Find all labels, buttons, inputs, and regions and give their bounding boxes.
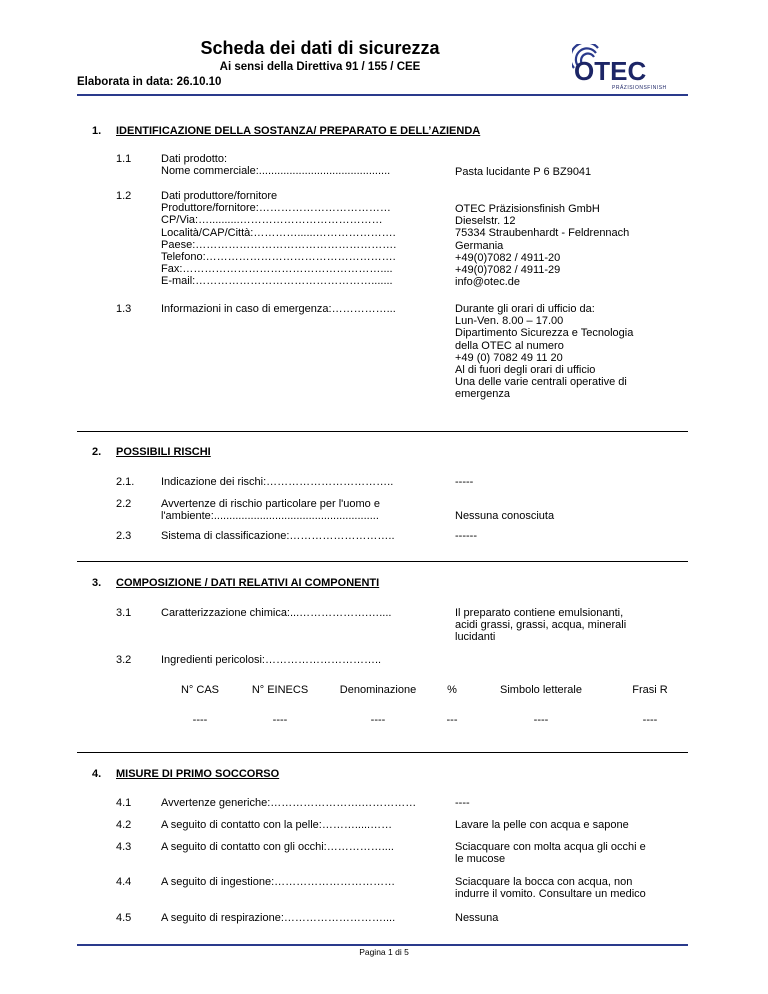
row-4-3-label xyxy=(161,841,394,853)
label-line: Informazioni in caso di emergenza:……………... xyxy=(161,303,396,315)
value-line: Durante gli orari di ufficio da: xyxy=(455,303,595,315)
row-4-5-label xyxy=(161,912,395,924)
table-header-cas: N° CAS xyxy=(180,684,220,696)
row-2-3-number: 2.3 xyxy=(116,530,132,542)
row-2-3-value xyxy=(455,530,477,542)
value-line: Dipartimento Sicurezza e Tecnologia xyxy=(455,327,634,340)
section-3-number: 3. xyxy=(92,577,102,589)
label-line: l'ambiente:...................................................... xyxy=(161,510,379,523)
section-4-number: 4. xyxy=(92,768,102,780)
row-4-4-value xyxy=(455,876,646,900)
table-cell: --- xyxy=(446,714,458,726)
value-line: indurre il vomito. Consultare un medico xyxy=(455,888,646,901)
otec-logo xyxy=(572,44,688,92)
label-line: Nome commerciale:........................................... xyxy=(161,165,391,178)
row-4-5-number: 4.5 xyxy=(116,912,132,924)
label-line: Avvertenze generiche:…………………….…………… xyxy=(161,797,417,809)
table-header-frasi-r: Frasi R xyxy=(632,684,668,696)
row-2-2-number: 2.2 xyxy=(116,498,132,510)
value-line: ---- xyxy=(455,797,470,809)
value-line: 75334 Straubenhardt - Feldrennach xyxy=(455,227,630,240)
value-line: +49(0)7082 / 4911-29 xyxy=(455,264,561,277)
table-header-simbolo: Simbolo letterale xyxy=(500,684,582,696)
value-line: +49 (0) 7082 49 11 20 xyxy=(455,351,563,364)
value-line: Lavare la pelle con acqua e sapone xyxy=(455,819,629,831)
document-title: Scheda dei dati di sicurezza xyxy=(200,38,440,58)
row-2-1-number: 2.1. xyxy=(116,476,135,488)
label-line: Sistema di classificazione:……………………….. xyxy=(161,530,395,542)
row-4-5-value xyxy=(455,912,498,924)
footer-divider xyxy=(77,944,688,946)
value-line: acidi grassi, grassi, acqua, minerali xyxy=(455,619,627,632)
label-line: Produttore/fornitore:……………………………… xyxy=(161,202,391,215)
page-number: Pagina 1 di 5 xyxy=(359,947,409,957)
row-3-2-label xyxy=(161,654,381,666)
row-1-3-number: 1.3 xyxy=(116,303,132,315)
table-header-percent: % xyxy=(447,684,457,696)
table-cell: ---- xyxy=(533,714,549,726)
value-line: info@otec.de xyxy=(455,276,520,289)
document-date: Elaborata in data: 26.10.10 xyxy=(77,76,222,88)
document-subtitle: Ai sensi della Direttiva 91 / 155 / CEE xyxy=(219,61,421,73)
value-line: Pasta lucidante P 6 BZ9041 xyxy=(455,166,592,178)
row-1-2-label xyxy=(161,190,396,288)
table-cell: ---- xyxy=(370,714,386,726)
row-3-1-number: 3.1 xyxy=(116,607,132,619)
label-line: A seguito di ingestione:…………………………… xyxy=(161,876,396,888)
row-4-2-value xyxy=(455,819,629,831)
row-1-2-value xyxy=(455,203,629,288)
label-line: A seguito di respirazione:……………………….... xyxy=(161,912,396,924)
value-line: emergenza xyxy=(455,388,511,401)
row-2-1-value xyxy=(455,476,473,488)
section-divider xyxy=(77,752,688,753)
label-line: Indicazione dei rischi:…………………………….. xyxy=(161,476,394,488)
otec-logo-graphic xyxy=(572,44,688,92)
label-line: Fax:……………………………………………….... xyxy=(161,263,393,276)
table-header-denominazione: Denominazione xyxy=(339,684,417,696)
value-line: Nessuna xyxy=(455,912,499,924)
row-1-3-label xyxy=(161,303,396,315)
value-line: Sciacquare con molta acqua gli occhi e xyxy=(455,841,646,853)
value-line: lucidanti xyxy=(455,631,496,644)
value-line: +49(0)7082 / 4911-20 xyxy=(455,251,561,264)
logo-wordmark: OTEC xyxy=(574,56,647,86)
table-cell: ---- xyxy=(192,714,208,726)
value-line: OTEC Präzisionsfinish GmbH xyxy=(455,203,600,215)
row-4-1-value xyxy=(455,797,470,809)
table-cell: ---- xyxy=(642,714,658,726)
row-4-2-label xyxy=(161,819,392,831)
label-line: Avvertenze di rischio particolare per l'uomo e xyxy=(161,498,380,510)
row-2-2-value xyxy=(455,510,554,522)
row-3-1-label xyxy=(161,607,391,619)
row-2-2-label xyxy=(161,498,380,522)
value-line: Una delle varie centrali operative di xyxy=(455,376,627,389)
row-4-1-number: 4.1 xyxy=(116,797,132,809)
row-1-2-number: 1.2 xyxy=(116,190,132,202)
row-2-1-label xyxy=(161,476,393,488)
label-line: A seguito di contatto con gli occhi:…………….... xyxy=(161,841,394,853)
label-line: CP/Via:…..........………………………………… xyxy=(161,214,383,227)
label-line: Paese:………………………………………………. xyxy=(161,238,397,251)
section-2-number: 2. xyxy=(92,446,102,458)
value-line: Lun-Ven. 8.00 – 17.00 xyxy=(455,315,564,328)
label-line: E-mail:…………………………………………....... xyxy=(161,275,393,288)
row-4-4-number: 4.4 xyxy=(116,876,132,888)
row-1-1-label xyxy=(161,153,390,177)
label-line: Dati prodotto: xyxy=(161,153,228,165)
value-line: Dieselstr. 12 xyxy=(455,215,516,228)
value-line: Al di fuori degli orari di ufficio xyxy=(455,364,596,377)
label-line: A seguito di contatto con la pelle:……….....…… xyxy=(161,819,393,831)
section-1-title: IDENTIFICAZIONE DELLA SOSTANZA/ PREPARATO E DELL’AZIENDA xyxy=(116,125,481,137)
row-1-1-number: 1.1 xyxy=(116,153,132,165)
row-3-1-value xyxy=(455,607,626,644)
row-1-1-value xyxy=(455,166,591,178)
table-cell: ---- xyxy=(272,714,288,726)
value-line: Nessuna conosciuta xyxy=(455,510,555,522)
section-1-number: 1. xyxy=(92,125,102,137)
section-divider xyxy=(77,431,688,432)
section-2-title: POSSIBILI RISCHI xyxy=(116,446,211,458)
row-2-3-label xyxy=(161,530,395,542)
label-line: Caratterizzazione chimica:...……………….….... xyxy=(161,607,392,619)
value-line: Il preparato contiene emulsionanti, xyxy=(455,607,624,619)
section-3-title: COMPOSIZIONE / DATI RELATIVI AI COMPONENTI xyxy=(116,577,380,589)
value-line: ------ xyxy=(455,530,477,542)
table-header-einecs: N° EINECS xyxy=(251,684,309,696)
row-4-1-label xyxy=(161,797,416,809)
value-line: della OTEC al numero xyxy=(455,339,564,352)
section-4-title: MISURE DI PRIMO SOCCORSO xyxy=(116,768,280,780)
value-line: Sciacquare la bocca con acqua, non xyxy=(455,876,633,888)
section-divider xyxy=(77,561,688,562)
header-divider xyxy=(77,94,688,96)
value-line: Germania xyxy=(455,239,504,252)
value-line: le mucose xyxy=(455,853,506,866)
logo-tagline: PRÄZISIONSFINISH xyxy=(612,85,667,91)
row-4-3-value xyxy=(455,841,646,865)
label-line: Telefono:……………………………………………. xyxy=(161,251,396,264)
label-line: Dati produttore/fornitore xyxy=(161,190,278,202)
row-4-2-number: 4.2 xyxy=(116,819,132,831)
value-line: ----- xyxy=(455,476,474,488)
row-3-2-number: 3.2 xyxy=(116,654,132,666)
label-line: Località/CAP/Città:…………......…………………. xyxy=(161,226,396,239)
label-line: Ingredienti pericolosi:………………………….. xyxy=(161,654,382,666)
row-1-3-value xyxy=(455,303,633,401)
row-4-4-label xyxy=(161,876,395,888)
row-4-3-number: 4.3 xyxy=(116,841,132,853)
